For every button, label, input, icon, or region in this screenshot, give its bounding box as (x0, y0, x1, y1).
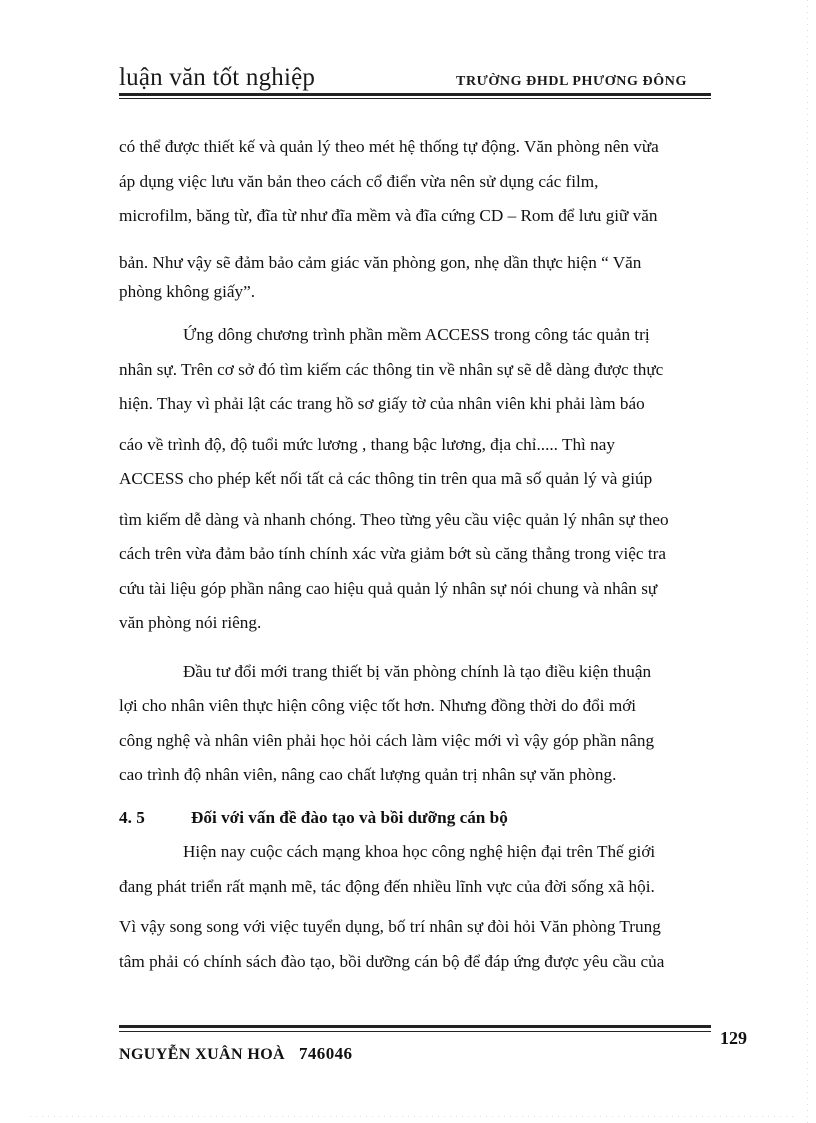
text-line: bản. Như vậy sẽ đảm bảo cảm giác văn phòng gon, nhẹ dần thực hiện “ Văn (119, 252, 642, 272)
text-line: Hiện nay cuộc cách mạng khoa học công nghệ hiện đại trên Thế giới (183, 842, 656, 861)
text-line: microfilm, băng từ, đĩa từ như đĩa mềm và đĩa cứng CD – Rom để lưu giữ văn (119, 206, 658, 225)
page-bottom-dots (30, 1116, 796, 1117)
text-line: văn phòng nói riêng. (119, 613, 262, 632)
page-edge-dots (807, 0, 808, 1123)
student-id: 746046 (299, 1044, 353, 1063)
text-line: cách trên vừa đảm bảo tính chính xác vừa giảm bớt sù căng thẳng trong việc tra (119, 544, 666, 563)
section-number: 4. 5 (119, 807, 145, 827)
text-line: áp dụng việc lưu văn bản theo cách cổ điển vừa nên sử dụng các film, (119, 171, 599, 191)
text-line: hiện. Thay vì phải lật các trang hồ sơ giấy tờ của nhân viên khi phải làm báo (119, 394, 645, 413)
text-line: công nghệ và nhân viên phải học hỏi cách làm việc mới vì vậy góp phần nâng (119, 730, 655, 750)
text-line: ACCESS cho phép kết nối tất cả các thông tin trên qua mã số quản lý và giúp (119, 469, 653, 488)
footer-author (119, 1044, 352, 1064)
text-line: có thể được thiết kế và quản lý theo mét hệ thống tự động. Văn phòng nên vừa (119, 137, 659, 156)
author-name: NGUYỄN XUÂN HOÀ (119, 1046, 285, 1063)
text-line: Ứng dông chương trình phần mềm ACCESS trong công tác quản trị (183, 325, 650, 344)
page-number: 129 (720, 1028, 747, 1048)
text-line: lợi cho nhân viên thực hiện công việc tốt hơn. Nhưng đồng thời do đổi mới (119, 696, 637, 715)
text-line: cứu tài liệu góp phần nâng cao hiệu quả quản lý nhân sự nói chung và nhân sự (119, 578, 658, 598)
text-line: cáo về trình độ, độ tuổi mức lương , thang bậc lương, địa chỉ..... Thì nay (119, 434, 615, 454)
text-line: đang phát triển rất mạnh mẽ, tác động đến nhiều lĩnh vực của đời sống xã hội. (119, 876, 655, 896)
text-line: Vì vậy song song với việc tuyển dụng, bố trí nhân sự đòi hỏi Văn phòng Trung (119, 917, 661, 936)
text-line: tâm phải có chính sách đào tạo, bồi dưỡng cán bộ để đáp ứng được yêu cầu của (119, 951, 665, 971)
text-line: Đầu tư đổi mới trang thiết bị văn phòng chính là tạo điều kiện thuận (183, 661, 652, 681)
text-line: tìm kiếm dễ dàng và nhanh chóng. Theo từng yêu cầu việc quản lý nhân sự theo (119, 509, 669, 529)
section-heading (119, 801, 719, 836)
header-university: TRƯỜNG ĐHDL PHƯƠNG ĐÔNG (456, 74, 687, 89)
text-line: phòng không giấy”. (119, 282, 256, 301)
header-thesis-title: luận văn tốt nghiệp (119, 64, 316, 91)
section-title: Đối với vấn đề đào tạo và bồi dưỡng cán bộ (191, 807, 508, 827)
body-text (119, 130, 719, 979)
footer-divider (119, 1025, 711, 1032)
text-line: nhân sự. Trên cơ sở đó tìm kiếm các thông tin về nhân sự sẽ dễ dàng được thực (119, 359, 664, 379)
text-line: cao trình độ nhân viên, nâng cao chất lượng quản trị nhân sự văn phòng. (119, 765, 617, 784)
header-divider (119, 93, 711, 99)
